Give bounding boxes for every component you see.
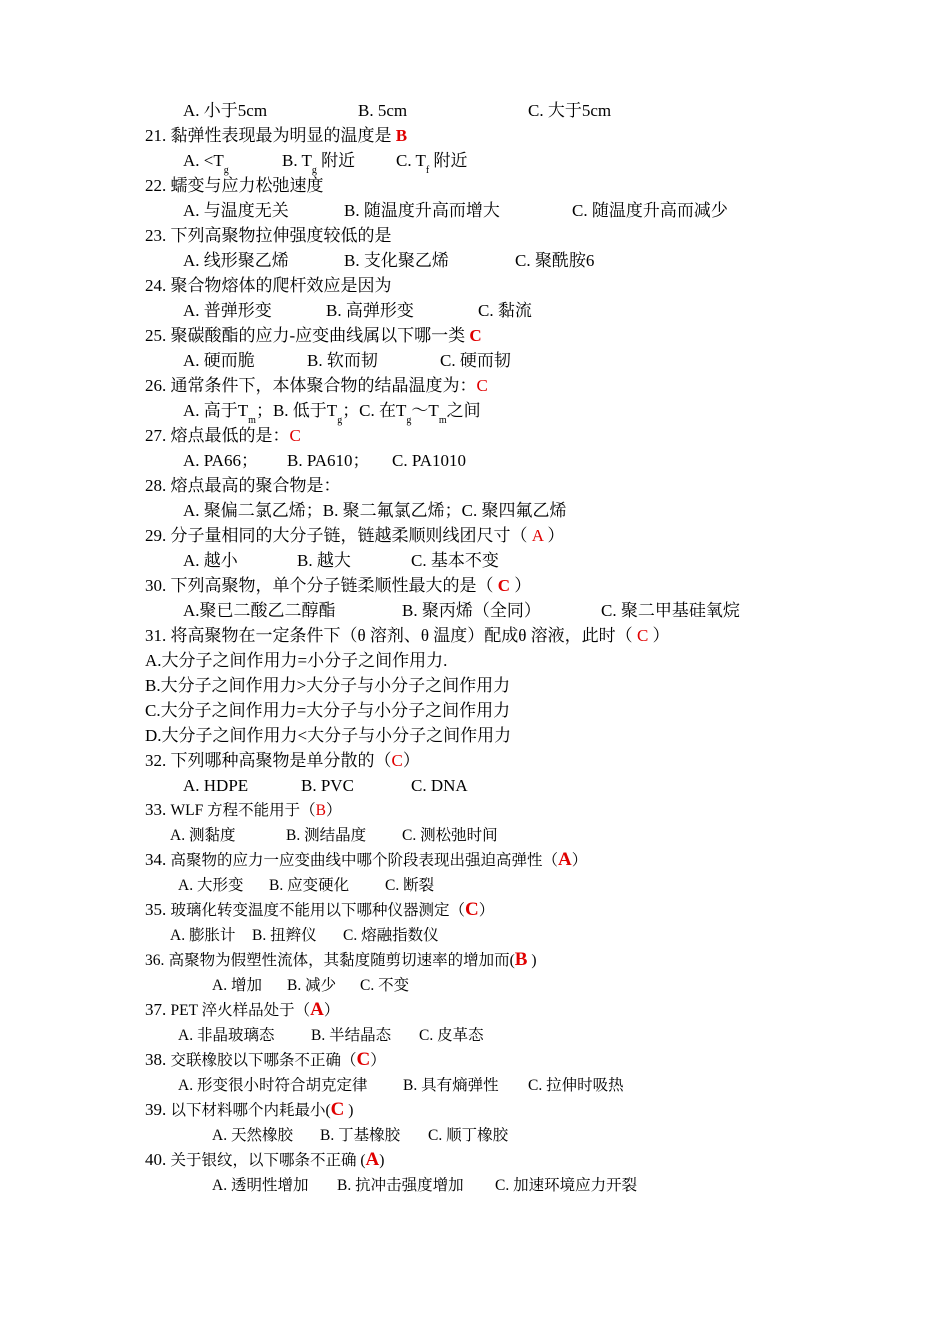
close-paren: ) — [344, 1102, 354, 1119]
option-c — [515, 251, 594, 271]
option-b — [287, 976, 336, 996]
question-text: 以下材料哪个内耗最小( — [170, 1102, 331, 1119]
option-a-text: A. 普弹形变 — [183, 301, 272, 320]
answer-mark: C — [391, 751, 403, 770]
option-b-text: B. 测结晶度 — [286, 827, 367, 844]
question-39 — [145, 1100, 353, 1121]
option-b-text: B. 丁基橡胶 — [320, 1127, 401, 1144]
close-paren: ) — [379, 1152, 385, 1169]
option-a-text: A. HDPE — [183, 776, 249, 795]
option-a — [183, 776, 248, 796]
option-b-text: B. 软而韧 — [307, 351, 378, 370]
option-c — [360, 976, 409, 996]
option-a: A. <T — [183, 151, 224, 170]
option-a — [145, 651, 447, 671]
question-32 — [145, 751, 420, 771]
option-a-text: A. 硬而脆 — [183, 351, 255, 370]
question-number: 34. — [145, 850, 167, 869]
option-a — [178, 1076, 367, 1096]
option-b — [358, 101, 407, 121]
option-c-text: C. 不变 — [360, 977, 410, 994]
option-a — [183, 451, 258, 471]
option-c-text: C. 加速环境应力开裂 — [495, 1177, 638, 1194]
option-b — [301, 776, 354, 796]
option-a-text: A. 天然橡胶 — [212, 1127, 293, 1144]
question-26-options — [183, 401, 481, 424]
question-number: 27. — [145, 426, 167, 445]
option-c: ；C. 在T — [342, 401, 407, 420]
question-23 — [145, 226, 392, 246]
option-a: A. 小于5cm — [183, 101, 268, 120]
option-c — [419, 1026, 484, 1046]
option-c-text: C. 顺丁橡胶 — [428, 1127, 509, 1144]
question-number: 37. — [145, 1000, 167, 1019]
question-number: 28. — [145, 476, 167, 495]
option-b — [307, 351, 378, 371]
option-line — [183, 101, 267, 121]
question-40 — [145, 1150, 384, 1171]
answer-mark: C — [289, 426, 301, 445]
close-paren: ） — [370, 1052, 386, 1069]
close-paren: ） — [323, 1002, 340, 1019]
option-c-text: C. 聚酰胺6 — [515, 251, 595, 270]
option-a — [183, 251, 289, 271]
option-c — [402, 826, 498, 846]
question-text: 关于银纹，以下哪条不正确 ( — [170, 1152, 366, 1169]
question-text: 下列哪种高聚物是单分散的（ — [170, 751, 392, 770]
close-paren: ） — [478, 902, 495, 919]
option-b — [320, 1126, 400, 1146]
answer-mark: B — [395, 126, 408, 145]
answer-mark: A — [365, 1149, 380, 1170]
question-number: 25. — [145, 326, 167, 345]
subscript: m — [248, 415, 256, 426]
option-c — [478, 301, 532, 321]
option-c-text: C. 黏流 — [478, 301, 532, 320]
option-c — [440, 351, 511, 371]
option-b — [403, 1076, 499, 1096]
option-c — [495, 1176, 637, 1196]
option-c-text: C. 聚二甲基硅氧烷 — [601, 601, 740, 620]
answer-mark: C — [330, 1099, 345, 1120]
answer-mark: C — [465, 899, 479, 920]
option-b — [286, 826, 366, 846]
option-a — [212, 1126, 293, 1146]
question-text: 熔点最高的聚合物是： — [170, 476, 341, 495]
question-number: 29. — [145, 526, 167, 545]
question-31 — [145, 626, 670, 646]
option-c-text: C. T — [396, 151, 426, 170]
answer-mark: C — [476, 376, 488, 395]
question-text: 下列高聚物，单个分子链柔顺性最大的是（ — [170, 576, 494, 595]
option-b — [326, 301, 414, 321]
option-b — [269, 876, 349, 896]
option-c-text: C. DNA — [411, 776, 468, 795]
option-c-text: C. 断裂 — [385, 877, 435, 894]
close-paren: ) — [527, 952, 537, 969]
question-text: 高聚物的应力一应变曲线中哪个阶段表现出强迫高弹性（ — [170, 852, 559, 869]
option-a-text: A. 增加 — [212, 977, 262, 994]
question-24 — [145, 276, 392, 296]
option-c-text: C. 拉伸时吸热 — [528, 1077, 624, 1094]
question-number: 26. — [145, 376, 167, 395]
option-c — [572, 201, 728, 221]
option-b: ；B. 低于T — [255, 401, 338, 420]
answer-mark: B — [315, 802, 326, 819]
option-d-text: D.大分子之间作用力<大分子与小分子之间作用力 — [145, 726, 512, 745]
option-a — [183, 351, 255, 371]
question-21 — [145, 126, 407, 146]
option-c — [428, 1126, 508, 1146]
question-21-options — [183, 151, 229, 174]
option-c — [385, 876, 434, 896]
option-a — [183, 201, 289, 221]
option-a-text: A. PA66； — [183, 451, 258, 470]
question-text: 通常条件下，本体聚合物的结晶温度为： — [170, 376, 477, 395]
option-c — [528, 101, 611, 121]
option-a-text: A. 与温度无关 — [183, 201, 289, 220]
answer-mark: B — [514, 949, 528, 970]
option-c — [145, 701, 510, 721]
option-b — [297, 551, 351, 571]
option-c-text: C. 基本不变 — [411, 551, 499, 570]
question-33 — [145, 800, 341, 821]
close-paren: ） — [571, 852, 588, 869]
option-c — [396, 151, 468, 174]
option-a-text: A. 非晶玻璃态 — [178, 1027, 275, 1044]
option-b — [344, 251, 449, 271]
question-27 — [145, 426, 301, 446]
question-number: 35. — [145, 900, 167, 919]
option-c — [411, 551, 499, 571]
close-paren: ） — [402, 751, 420, 770]
option-b-text: B. 随温度升高而增大 — [344, 201, 500, 220]
option-a — [170, 926, 235, 946]
answer-mark: A — [558, 849, 572, 870]
option-c — [392, 451, 466, 471]
question-38 — [145, 1050, 386, 1071]
question-37 — [145, 1000, 339, 1021]
option-b — [282, 151, 355, 174]
question-text: PET 淬火样品处于（ — [170, 1002, 311, 1019]
option-a — [178, 1026, 274, 1046]
option-b — [311, 1026, 391, 1046]
option-b-text: B. PVC — [301, 776, 354, 795]
question-number: 40. — [145, 1150, 167, 1169]
question-30 — [145, 576, 531, 596]
option-a-text: A. 测黏度 — [170, 827, 236, 844]
option-b-text: B.大分子之间作用力>大分子与小分子之间作用力 — [145, 676, 511, 695]
option-a — [183, 551, 238, 571]
option-b-text: B. 半结晶态 — [311, 1027, 392, 1044]
option-a-text: A. 膨胀计 — [170, 927, 236, 944]
question-25 — [145, 326, 482, 346]
question-text: 蠕变与应力松弛速度 — [170, 176, 324, 195]
subscript: g — [337, 415, 343, 426]
question-number: 32. — [145, 751, 167, 770]
options-text: A. 聚偏二氯乙烯；B. 聚二氟氯乙烯；C. 聚四氟乙烯 — [183, 501, 567, 520]
question-text: 聚碳酸酯的应力-应变曲线属以下哪一类 — [170, 326, 466, 345]
option-a — [183, 301, 272, 321]
question-number: 21. — [145, 126, 167, 145]
question-26 — [145, 376, 488, 396]
option-line — [183, 501, 566, 521]
answer-mark: C — [636, 626, 649, 645]
question-text: 熔点最低的是： — [170, 426, 290, 445]
option-b-text: B. 扭辫仪 — [252, 927, 317, 944]
option-a — [183, 601, 336, 621]
option-a — [212, 1176, 308, 1196]
subscript: g — [406, 415, 412, 426]
subscript: g — [223, 165, 229, 176]
question-text: 交联橡胶以下哪条不正确（ — [170, 1052, 357, 1069]
question-text: 聚合物熔体的爬杆效应是因为 — [170, 276, 392, 295]
option-a-text: A. 形变很小时符合胡克定律 — [178, 1077, 368, 1094]
option-b-text: B. 高弹形变 — [326, 301, 414, 320]
close-paren: ） — [514, 576, 532, 595]
question-28 — [145, 476, 341, 496]
question-number: 22. — [145, 176, 167, 195]
subscript: f — [425, 165, 430, 176]
option-a — [178, 876, 243, 896]
option-c — [411, 776, 468, 796]
option-b-text: B. 减少 — [287, 977, 337, 994]
answer-mark: C — [469, 326, 482, 345]
option-c — [343, 926, 439, 946]
option-b-tail: 附近 — [316, 151, 356, 170]
option-b — [145, 676, 510, 696]
option-b-text: B. 应变硬化 — [269, 877, 350, 894]
option-c-text: C. 测松弛时间 — [402, 827, 498, 844]
option-b-text: B. 支化聚乙烯 — [344, 251, 449, 270]
question-number: 23. — [145, 226, 167, 245]
answer-mark: A — [310, 999, 324, 1020]
question-text: 将高聚物在一定条件下（θ 溶剂、θ 温度）配成θ 溶液，此时（ — [170, 626, 633, 645]
subscript: g — [311, 165, 317, 176]
option-c-tail: 之间 — [446, 401, 481, 420]
option-a: A. 高于T — [183, 401, 249, 420]
close-paren: ） — [547, 526, 565, 545]
question-number: 38. — [145, 1050, 167, 1069]
answer-mark: A — [531, 526, 544, 545]
question-number: 24. — [145, 276, 167, 295]
option-b — [337, 1176, 464, 1196]
option-c — [601, 601, 740, 621]
option-a-text: A. 大形变 — [178, 877, 244, 894]
option-a-text: A. 越小 — [183, 551, 238, 570]
close-paren: ） — [325, 802, 342, 819]
option-a-text: A. 线形聚乙烯 — [183, 251, 289, 270]
question-text: 黏弹性表现最为明显的温度是 — [170, 126, 392, 145]
option-b — [402, 601, 541, 621]
close-paren: ） — [652, 626, 670, 645]
option-b-text: B. 具有熵弹性 — [403, 1077, 499, 1094]
question-text: 玻璃化转变温度不能用以下哪种仪器测定（ — [170, 902, 466, 919]
question-29 — [145, 526, 564, 546]
option-a-text: A.大分子之间作用力=小分子之间作用力. — [145, 651, 448, 670]
option-b-text: B. T — [282, 151, 312, 170]
option-a — [170, 826, 235, 846]
question-number: 36. — [145, 952, 165, 969]
option-c-text: C. 大于5cm — [528, 101, 612, 120]
option-a-text: A. 透明性增加 — [212, 1177, 309, 1194]
question-text: WLF 方程不能用于（ — [170, 802, 316, 819]
question-number: 39. — [145, 1100, 167, 1119]
option-b — [344, 201, 500, 221]
question-36 — [145, 950, 537, 971]
option-c-tail: 附近 — [429, 151, 468, 170]
option-c-text: C. PA1010 — [392, 451, 467, 470]
answer-mark: C — [497, 576, 511, 595]
option-c-text: C.大分子之间作用力=大分子与小分子之间作用力 — [145, 701, 511, 720]
option-d — [145, 726, 511, 746]
option-b — [287, 451, 370, 471]
option-b-text: B. 抗冲击强度增加 — [337, 1177, 464, 1194]
option-c-text: C. 随温度升高而减少 — [572, 201, 728, 220]
question-34 — [145, 850, 587, 871]
option-c-mid: ～T — [411, 401, 439, 420]
question-text: 下列高聚物拉伸强度较低的是 — [170, 226, 392, 245]
option-b-text: B. 5cm — [358, 101, 408, 120]
question-35 — [145, 900, 494, 921]
option-c — [528, 1076, 624, 1096]
question-number: 33. — [145, 800, 167, 819]
option-b-text: B. PA610； — [287, 451, 370, 470]
answer-mark: C — [356, 1049, 371, 1070]
option-b-text: B. 越大 — [297, 551, 351, 570]
question-number: 31. — [145, 626, 167, 645]
option-a — [212, 976, 262, 996]
subscript: m — [438, 415, 447, 426]
question-22 — [145, 176, 324, 196]
question-number: 30. — [145, 576, 167, 595]
option-a-text: A.聚已二酸乙二醇酯 — [183, 601, 336, 620]
question-text: 分子量相同的大分子链，链越柔顺则线团尺寸（ — [170, 526, 528, 545]
question-text: 高聚物为假塑性流体，其黏度随剪切速率的增加而( — [168, 952, 515, 969]
option-c-text: C. 皮革态 — [419, 1027, 484, 1044]
option-c-text: C. 熔融指数仪 — [343, 927, 439, 944]
option-b-text: B. 聚丙烯（全同） — [402, 601, 541, 620]
option-b — [252, 926, 317, 946]
option-c-text: C. 硬而韧 — [440, 351, 511, 370]
